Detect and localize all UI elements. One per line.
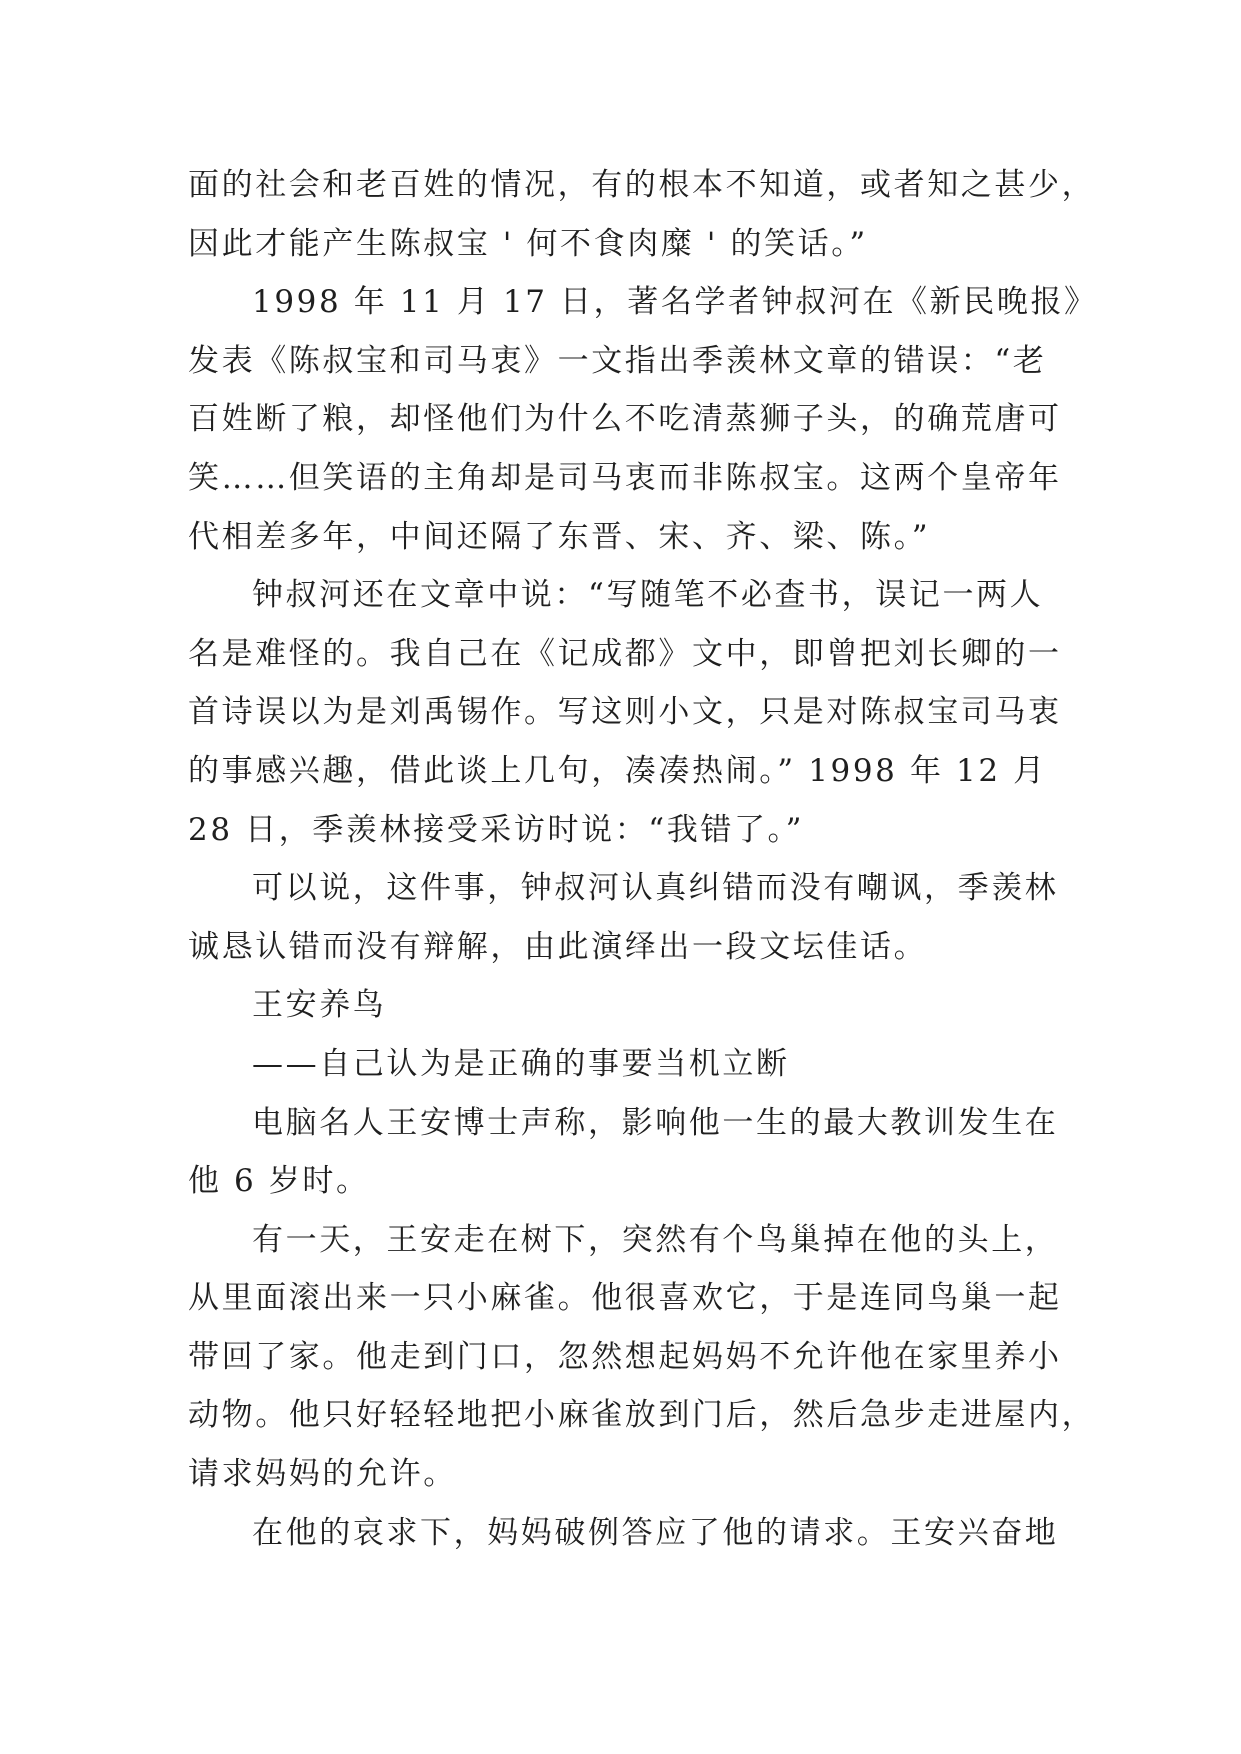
section-subtitle: ——自己认为是正确的事要当机立断	[252, 1045, 790, 1082]
section-title: 王安养鸟	[252, 987, 387, 1024]
text-line: 因此才能产生陈叔宝 ' 何不食肉糜 ' 的笑话。”	[188, 225, 868, 262]
text-line: 面的社会和老百姓的情况，有的根本不知道，或者知之甚少，	[188, 167, 1096, 203]
paragraph-start-line: 有一天，王安走在树下，突然有个鸟巢掉在他的头上，	[252, 1221, 1059, 1258]
document-body	[188, 156, 1098, 1562]
text-line: 代相差多年，中间还隔了东晋、宋、齐、梁、陈。”	[188, 518, 931, 555]
text-line: 发表《陈叔宝和司马衷》一文指出季羡林文章的错误：“老	[188, 342, 1047, 379]
text-line: 名是难怪的。我自己在《记成都》文中，即曾把刘长卿的一	[188, 635, 1062, 672]
text-line: 诚恳认错而没有辩解，由此演绎出一段文坛佳话。	[188, 928, 928, 965]
text-line: 从里面滚出来一只小麻雀。他很喜欢它，于是连同鸟巢一起	[188, 1280, 1062, 1317]
paragraph-start-line: 在他的哀求下，妈妈破例答应了他的请求。王安兴奋地	[252, 1514, 1059, 1551]
paragraph-start-line: 可以说，这件事，钟叔河认真纠错而没有嘲讽，季羡林	[252, 870, 1059, 907]
text-line: 带回了家。他走到门口，忽然想起妈妈不允许他在家里养小	[188, 1338, 1062, 1375]
text-line: 的事感兴趣，借此谈上几句，凑凑热闹。” 1998 年 12 月	[188, 752, 1047, 789]
text-line: 请求妈妈的允许。	[188, 1456, 457, 1493]
text-line: 他 6 岁时。	[188, 1163, 370, 1200]
text-line: 笑……但笑语的主角却是司马衷而非陈叔宝。这两个皇帝年	[188, 459, 1062, 496]
paragraph-start-line: 电脑名人王安博士声称，影响他一生的最大教训发生在	[252, 1104, 1059, 1141]
text-line: 动物。他只好轻轻地把小麻雀放到门后，然后急步走进屋内，	[188, 1397, 1096, 1434]
paragraph-start-line: 钟叔河还在文章中说：“写随笔不必查书，误记一两人	[252, 577, 1044, 614]
text-line: 28 日，季羡林接受采访时说：“我错了。”	[188, 811, 805, 848]
text-line: 百姓断了粮，却怪他们为什么不吃清蒸狮子头，的确荒唐可	[188, 401, 1062, 438]
paragraph-start-line: 1998 年 11 月 17 日，著名学者钟叔河在《新民晚报》	[252, 284, 1098, 321]
text-line: 首诗误以为是刘禹锡作。写这则小文，只是对陈叔宝司马衷	[188, 694, 1062, 731]
